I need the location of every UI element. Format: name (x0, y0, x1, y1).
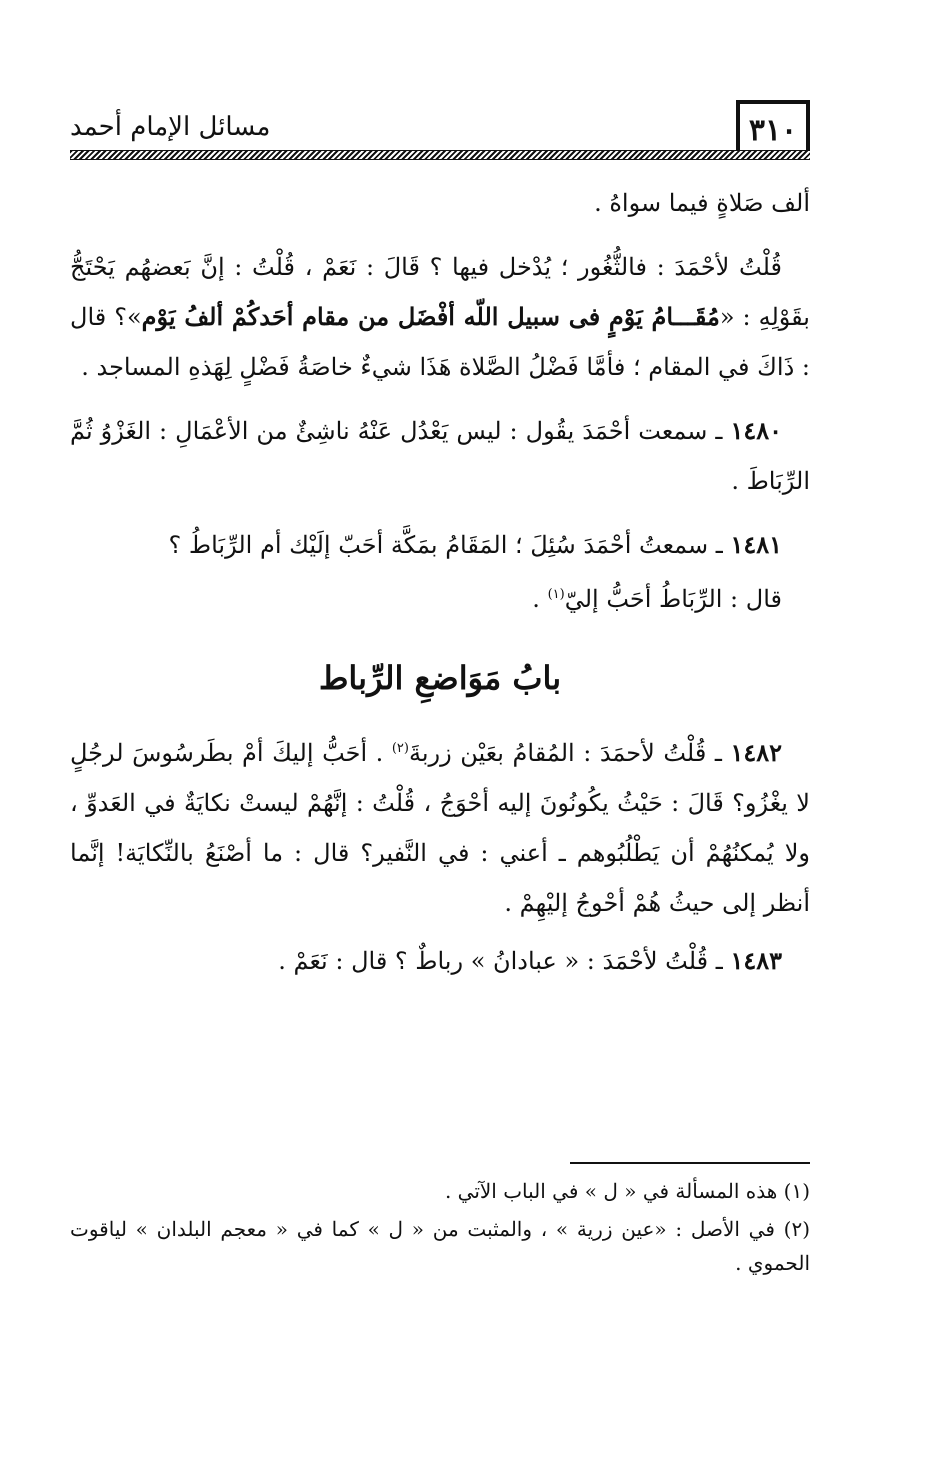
masala-text: ـ قُلْتُ لأحمَدَ : المُقامُ بعَيْن زربةَ (408, 739, 722, 767)
footnote-ref: (٢) (391, 741, 409, 756)
masala-1481 (70, 520, 810, 570)
paragraph-rest: »؟ قال : ذَاكَ في المقام ؛ فأمَّا فَضْلُ الصَّلاة هَذَا شيءٌ خاصَةُ فَضْلٍ لِهَذهِ المساجد . (70, 303, 810, 381)
masala-number: ١٤٨٣ (730, 946, 782, 975)
answer-text: قال : الرِّبَاطُ أحَبُّ إليّ (564, 585, 782, 613)
page-header (70, 100, 810, 162)
masala-number: ١٤٨٢ (730, 738, 782, 767)
masala-number: ١٤٨٠ (730, 416, 782, 445)
paragraph-intro: قُلْتُ لأحْمَدَ : فالثُّغُور ؛ يُدْخل فيها ؟ قَالَ : نَعَمْ ، قُلْتُ : إنَّ بَعضهُم يَحْتَجُّ بقَوْلِهِ : « (70, 253, 810, 331)
masala-text-cont: . أحَبُّ إليكَ أمْ بطَرسُوسَ لرجُلٍ لا يغْزُو؟ قَالَ : حَيْثُ يكُونُونَ إليه أحْوَجُ ، قُلْتُ : إنَّهُمْ ليستْ نكايَةٌ في العَدوِّ ، ولا يُمكنُهُمْ أن يَطْلُبُوهم ـ أعني : في النَّفير؟ قال : ما أصْنَعُ بالنِّكايَة! إنَّما أنظر إلى حيثُ هُمْ أحْوجُ إليْهِمْ . (70, 739, 810, 917)
footnote-2: (٢) في الأصل : «عين زرية » ، والمثبت من « ل » كما في « معجم البلدان » لياقوت الحموي . (70, 1217, 810, 1275)
page-body (70, 178, 810, 986)
page-number: ٣١٠ (736, 100, 810, 156)
footnote-1: (١) هذه المسألة في « ل » في الباب الآتي . (444, 1179, 810, 1203)
footnote-rule (570, 1162, 810, 1164)
header-rule (70, 150, 810, 160)
masala-text: ـ سمعت أحْمَدَ يقُول : ليس يَعْدُل عَنْهُ ناشِئٌ من الأعْمَالِ : الغَزْوُ ثُمَّ الرِّبَاطَ . (70, 417, 810, 495)
footnote-ref: (١) (547, 587, 565, 602)
footnotes (70, 1162, 810, 1284)
masala-text: ـ قُلْتُ لأحْمَدَ : « عبادانُ » رباطٌ ؟ قال : نَعَمْ . (278, 947, 723, 975)
paragraph-continuation: ألف صَلاةٍ فيما سواهُ . (594, 189, 810, 217)
sentence-end: . (532, 585, 548, 613)
masala-1482 (70, 724, 810, 928)
masala-number: ١٤٨١ (730, 530, 782, 559)
running-title: مسائل الإمام أحمد (70, 112, 271, 142)
masala-1483 (70, 936, 810, 986)
masala-text: ـ سمعتُ أحْمَدَ سُئِلَ ؛ المَقَامُ بمَكَّة أحَبّ إلَيْك أم الرِّبَاطُ ؟ (168, 531, 723, 559)
chapter-title: بابُ مَوَاضعِ الرِّباط (318, 659, 562, 697)
paragraph-thughur (70, 242, 810, 392)
masala-1480 (70, 406, 810, 506)
masala-1481-answer (70, 570, 810, 624)
hadith-quote: مُقَـــامُ يَوْمٍ فى سبيل اللّه أفْضَل من مقام أحَدكُمْ ألفُ يَوْم (141, 302, 720, 331)
